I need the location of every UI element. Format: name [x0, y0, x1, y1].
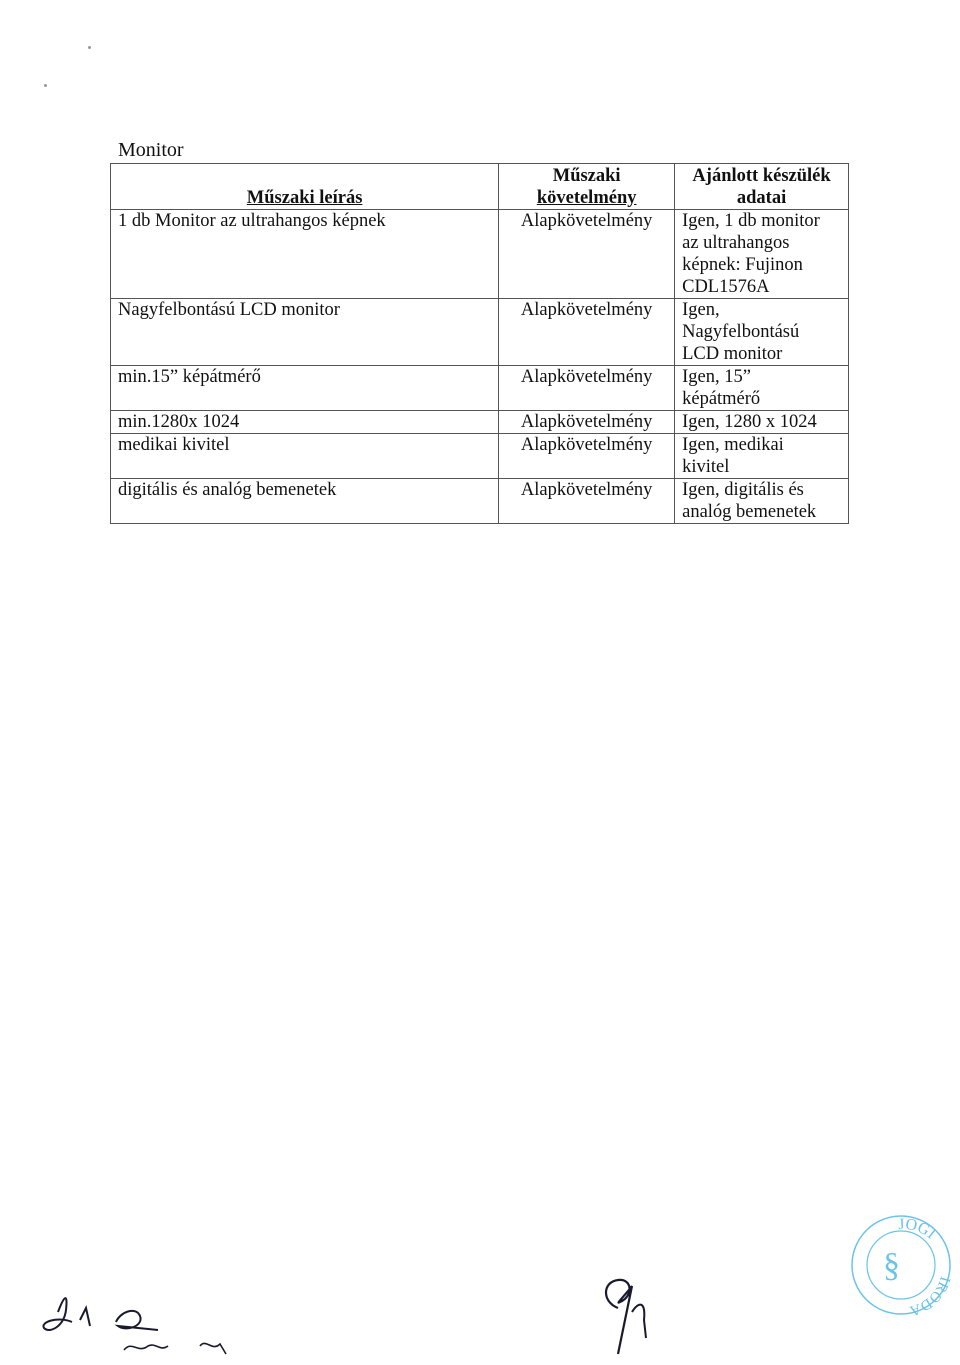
cell-description: min.15” képátmérő — [111, 366, 499, 411]
cell-description: 1 db Monitor az ultrahangos képnek — [111, 210, 499, 299]
header-offer-line1: Ajánlott készülék — [692, 166, 831, 186]
table-row — [111, 299, 849, 366]
table-row — [111, 434, 849, 479]
cell-offer-line: CDL1576A — [682, 277, 770, 297]
signature-left — [28, 1282, 268, 1362]
cell-offer-line: Igen, digitális és — [682, 480, 804, 500]
table-row — [111, 411, 849, 434]
cell-description: medikai kivitel — [111, 434, 499, 479]
cell-offer — [675, 210, 849, 299]
cell-description: Nagyfelbontású LCD monitor — [111, 299, 499, 366]
header-offer-line2: adatai — [736, 188, 787, 208]
cell-offer — [675, 366, 849, 411]
cell-offer — [675, 411, 849, 434]
header-description-text: Műszaki leírás — [246, 188, 363, 208]
scan-speck — [44, 84, 47, 87]
cell-offer — [675, 479, 849, 524]
cell-requirement: Alapkövetelmény — [499, 299, 675, 366]
header-offer — [675, 164, 849, 210]
spec-table — [110, 163, 849, 524]
header-description — [111, 164, 499, 210]
cell-offer-line: Igen, 15” — [682, 367, 751, 387]
cell-requirement: Alapkövetelmény — [499, 411, 675, 434]
cell-offer-line: Igen, 1280 x 1024 — [682, 412, 817, 432]
cell-requirement: Alapkövetelmény — [499, 434, 675, 479]
cell-offer-line: képátmérő — [682, 389, 761, 409]
stamp-text-top: JOGI — [897, 1215, 939, 1243]
cell-offer-line: az ultrahangos — [682, 233, 790, 253]
cell-offer-line: Igen, — [682, 300, 720, 320]
header-requirement-line2: követelmény — [536, 188, 637, 208]
cell-offer-line: kivitel — [682, 457, 730, 477]
table-header-row — [111, 164, 849, 210]
header-requirement-line1: Műszaki — [552, 166, 621, 186]
cell-requirement: Alapkövetelmény — [499, 366, 675, 411]
cell-description: digitális és analóg bemenetek — [111, 479, 499, 524]
cell-offer-line: analóg bemenetek — [682, 502, 817, 522]
section-title: Monitor — [118, 139, 184, 161]
cell-offer-line: Igen, medikai — [682, 435, 784, 455]
spec-table-body — [111, 210, 849, 524]
table-row — [111, 366, 849, 411]
law-office-stamp — [846, 1208, 956, 1318]
signature-initials — [588, 1272, 668, 1362]
cell-offer — [675, 434, 849, 479]
cell-offer-line: Nagyfelbontású — [682, 322, 800, 342]
cell-description: min.1280x 1024 — [111, 411, 499, 434]
cell-offer-line: Igen, 1 db monitor — [682, 211, 820, 231]
table-row — [111, 479, 849, 524]
cell-requirement: Alapkövetelmény — [499, 479, 675, 524]
section-sign-icon: § — [883, 1247, 900, 1284]
table-row — [111, 210, 849, 299]
cell-requirement: Alapkövetelmény — [499, 210, 675, 299]
header-requirement — [499, 164, 675, 210]
scan-speck — [88, 46, 91, 49]
cell-offer-line: képnek: Fujinon — [682, 255, 803, 275]
cell-offer — [675, 299, 849, 366]
cell-offer-line: LCD monitor — [682, 344, 783, 364]
stamp-text-bottom: IRODA — [907, 1274, 953, 1318]
